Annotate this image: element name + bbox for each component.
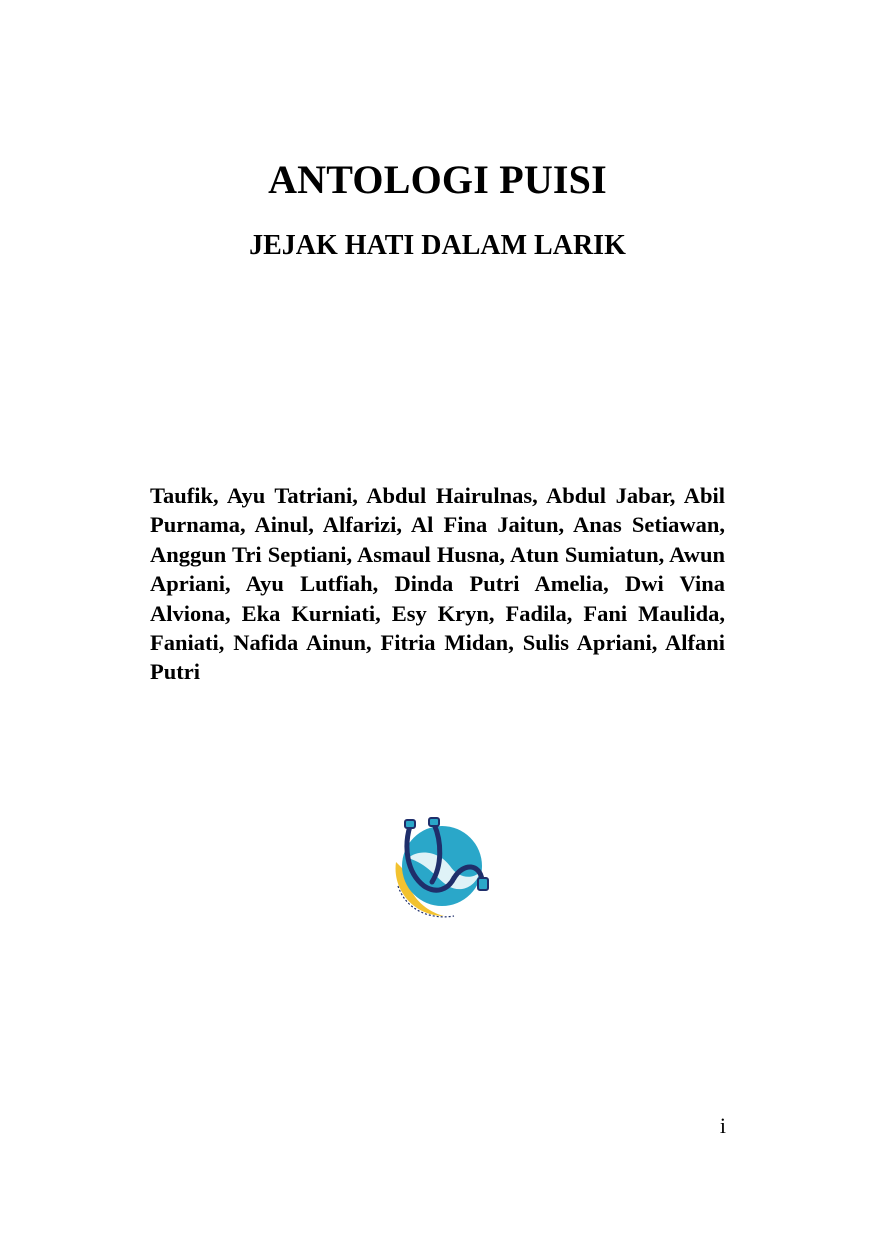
page-title: ANTOLOGI PUISI xyxy=(268,157,607,202)
publisher-logo xyxy=(384,812,492,924)
page-number: i xyxy=(719,1113,726,1138)
page-subtitle: JEJAK HATI DALAM LARIK xyxy=(249,230,626,261)
author-list: Taufik, Ayu Tatriani, Abdul Hairulnas, Abdul Jabar, Abil Purnama, Ainul, Alfarizi, Al Fina Jaitun, Anas Setiawan, Anggun Tri Septiani, Asmaul Husna, Atun Sumiatun, Awun Apriani, Ayu Lutfiah, Dinda Putri Amelia, Dwi Vina Alviona, Eka Kurniati, Esy Kryn, Fadila, Fani Maulida, Faniati, Nafida Ainun, Fitria Midan, Sulis Apriani, Alfani Putri xyxy=(150,483,725,685)
stethoscope-logo-icon xyxy=(384,812,492,924)
